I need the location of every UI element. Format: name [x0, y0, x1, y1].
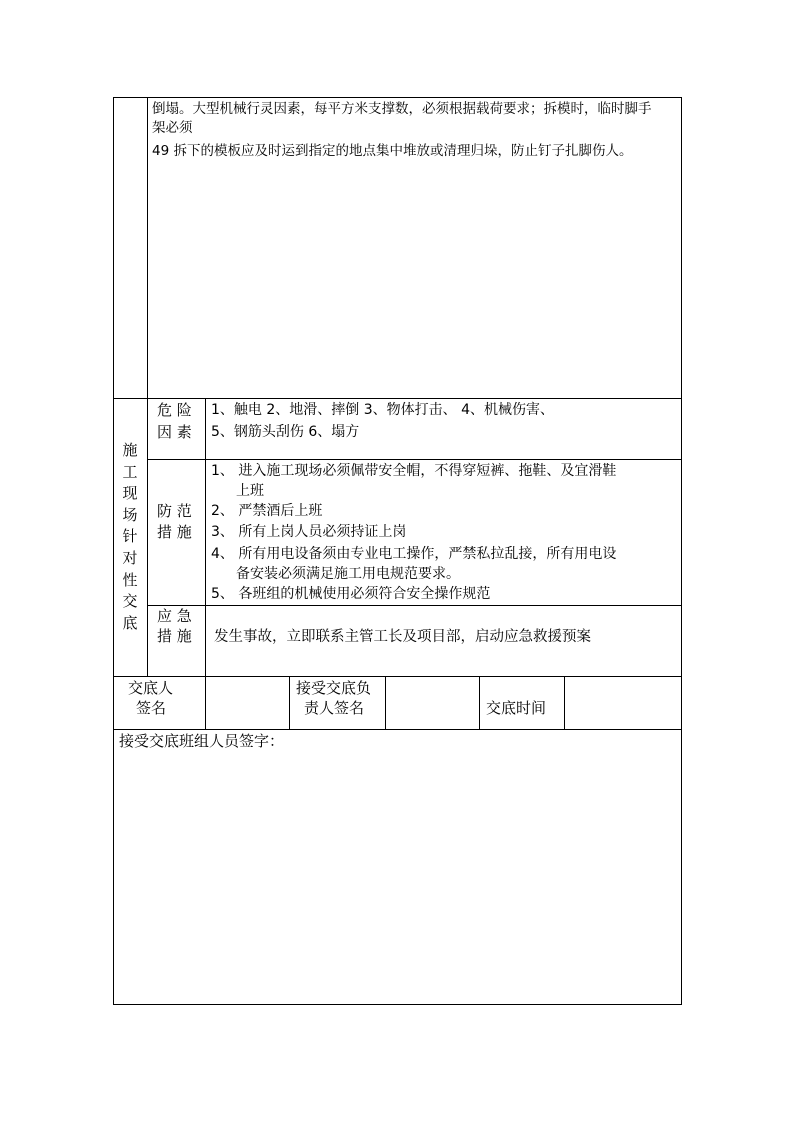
table-bottom-border [113, 1004, 682, 1005]
prevention-item: 5、 各班组的机械使用必须符合安全操作规范 [211, 586, 491, 602]
receiver-label-line-1: 接受交底负 [296, 679, 372, 697]
hazard-label-line-2: 因 素 [157, 423, 192, 441]
receiver-label-line-2: 责人签名 [304, 699, 365, 717]
prevention-item: 4、 所有用电设备须由专业电工操作，严禁私拉乱接，所有用电设 [211, 546, 617, 562]
prevention-label-line-1: 防 范 [157, 502, 192, 520]
section-label-char: 施 [122, 441, 138, 459]
prevention-item: 上班 [236, 483, 264, 499]
time-field[interactable] [565, 677, 681, 729]
hazard-text-line-2: 5、钢筋头刮伤 6、塌方 [211, 424, 360, 440]
continuation-line-1: 倒塌。大型机械行灵因素，每平方米支撑数，必须根据载荷要求；拆模时，临时脚手 [152, 101, 652, 117]
section-label-char: 底 [122, 613, 138, 632]
section-label-char: 现 [122, 484, 138, 503]
giver-label-line-1: 交底人 [128, 679, 174, 697]
continuation-line-2: 架必须 [152, 120, 193, 136]
prevention-item: 备安装必须满足施工用电规范要求。 [236, 566, 460, 582]
section-label-char: 工 [122, 462, 138, 481]
team-signature-area[interactable] [114, 754, 681, 1003]
section-label-char: 对 [122, 549, 138, 567]
team-signature-label: 接受交底班组人员签字： [119, 732, 285, 750]
emergency-label-line-2: 措 施 [157, 627, 192, 645]
signature-col-rule-1 [289, 676, 290, 730]
section-label-char: 场 [122, 505, 138, 524]
hazard-text-line-1: 1、触电 2、地滑、摔倒 3、物体打击、 4、机械伤害、 [211, 402, 554, 418]
prevention-bottom-rule [147, 605, 682, 606]
receiver-signature-field[interactable] [386, 677, 479, 729]
continuation-line-3: 49 拆下的模板应及时运到指定的地点集中堆放或清理归垛，防止钉子扎脚伤人。 [152, 143, 633, 159]
emergency-text: 发生事故，立即联系主管工长及项目部，启动应急救援预案 [214, 629, 591, 645]
giver-signature-field[interactable] [206, 677, 289, 729]
emergency-label-line-1: 应 急 [157, 607, 192, 625]
prevention-label-line-2: 措 施 [157, 523, 192, 541]
table-right-border [681, 97, 682, 1005]
giver-label-line-2: 签名 [136, 699, 167, 717]
section-label-char: 针 [122, 527, 138, 546]
left-column-rule [147, 97, 148, 677]
section-label-char: 性 [122, 570, 138, 589]
time-label: 交底时间 [486, 699, 547, 717]
signature-col-rule-3 [479, 676, 480, 730]
prevention-item: 3、 所有上岗人员必须持证上岗 [211, 524, 407, 540]
prevention-item: 1、 进入施工现场必须佩带安全帽，不得穿短裤、拖鞋、及宜滑鞋 [211, 463, 617, 479]
prevention-item: 2、 严禁酒后上班 [211, 503, 323, 519]
hazard-label-line-1: 危 险 [157, 401, 192, 419]
section-label-char: 交 [122, 592, 138, 611]
